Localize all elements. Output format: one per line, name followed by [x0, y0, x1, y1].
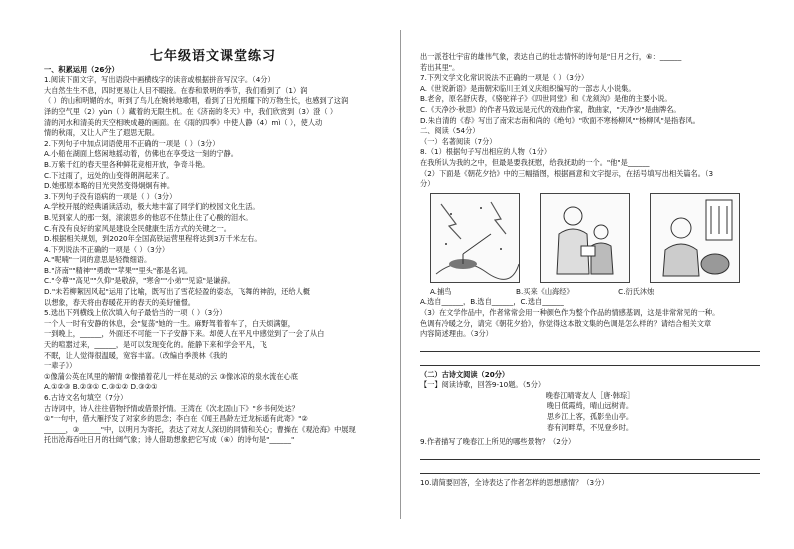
- text-line: C."令尊""高见""久仰"是敬辞，"寒舍""小弟""见谅"是谦辞。: [44, 276, 235, 286]
- text-line: 二、阅读（54分）: [420, 126, 480, 136]
- answer-line[interactable]: [420, 450, 760, 460]
- text-line: A.①②③ B.②③① C.③①② D.③②①: [44, 382, 158, 392]
- text-line: ①"一句中，借大雁抒发了对家乡的思念；李白在《闻王昌龄左迁龙标遥有此寄》"②: [44, 414, 308, 424]
- text-line: （一）名著阅读（7分）: [420, 136, 497, 146]
- text-line: 古诗词中，诗人往往借物抒情或借景抒情。王湾在《次北固山下》"乡书何处达？: [44, 403, 299, 413]
- text-line: 3.下列句子没有语病的一项是（ ）（3分）: [44, 191, 177, 201]
- poetry-instruction: 【一】阅读诗歌，回答9-10题。（5分）: [420, 380, 546, 390]
- illustration-b: [540, 193, 630, 283]
- text-line: 不眠，让人觉得很温暖，宽容丰富。（改编自季羡林《我的: [44, 350, 228, 360]
- answer-line[interactable]: [420, 464, 760, 474]
- text-line: 2.下列句子中加点词语使用不正确的一项是（ ）（3分）: [44, 138, 220, 148]
- poem-line-1: 晚日低霞绮，晴山远树青。: [546, 401, 634, 411]
- answer-line[interactable]: [420, 342, 760, 352]
- text-line: 4.下列说法不正确的一项是（ ）（3分）: [44, 244, 170, 254]
- right-after: [420, 297, 760, 339]
- text-line: 色调有冷暖之分，请完《朝花夕拾》，你觉得这本散文集的色调是怎么样的？请结合相关文章: [420, 318, 712, 328]
- text-line: ______，③______"中，以明月为寄托，表达了对友人深切的同情和关心；曹操在《观沧海》中展现: [44, 424, 356, 434]
- caption-b: B.买来《山海经》: [516, 286, 574, 296]
- text-line: 泽的空气里（2）yùn（ ）藏着的无限生机。在《济南的冬天》中，我们欣赏到（3）澄（ ）: [44, 106, 338, 116]
- text-line: 在我所认为我的之中，但最是要我抚慰，给我抚助的一个。"他"是______: [420, 157, 650, 167]
- text-line: A."呢喃"一词的意思是轻微细语。: [44, 255, 152, 265]
- text-line: ①像蒲公英在风里的解情 ②像描着花儿一样在晃动的云 ③像冰凉的泉水流在心底: [44, 371, 298, 381]
- text-line: 5.选出下列横线上依次填入句子最恰当的一项（ ）（3分）: [44, 308, 227, 318]
- text-line: A.小船在湖面上悠闲地摇动着，仿佛也在享受这一刻的宁静。: [44, 149, 238, 159]
- question-9: 9.作者描写了晚春江上所见的哪些景物？（2分）: [420, 437, 576, 447]
- right-column: [420, 0, 760, 549]
- text-line: 1.阅读下面文字，写出语段中画横线字的读音或根据拼音写汉字。（4分）: [44, 75, 275, 85]
- text-line: 8.（1）根据句子写出相应的人物（1分）: [420, 147, 552, 157]
- text-line: （ ）的山和明媚的水，听到了鸟儿在婉转地歌唱，看到了日光照耀下的万物生长，也感到了这润: [44, 96, 349, 106]
- illustration-c: [650, 193, 740, 283]
- section-poetry: （二）古诗文阅读（20分）: [420, 369, 510, 379]
- text-line: 以想象，春天将由春暖花开的春天的美好憧憬。: [44, 297, 195, 307]
- captions: [420, 287, 760, 298]
- left-column: [44, 0, 382, 549]
- text-line: A.《世说新语》是南朝宋临川王刘义庆组织编写的一部志人小说集。: [420, 83, 636, 93]
- text-line: D.她那原本略的目光突然变得炯炯有神。: [44, 181, 175, 191]
- text-line: 天的喧嚣过来，______，是可以发现变化的。能静下来和学会平凡，飞: [44, 340, 267, 350]
- text-line: 若出其里"。: [420, 62, 460, 72]
- text-line: 托出沧海吞吐日月的壮阔气象；诗人借助想象把它写成（⑥）的诗句是"______": [44, 435, 295, 445]
- text-line: A.选自______，B.选自______，C.选自______: [420, 297, 564, 307]
- caption-c: C.衍氏沐烛: [618, 286, 655, 296]
- text-line: 清的河水和清美的天空相映成趣的画面。在《雨的四季》中使人静（4）mì（ ），使人动: [44, 117, 323, 127]
- text-line: B."济南""精神""勇敢""苹果""里头"都是名词。: [44, 265, 193, 275]
- text-line: 情的秋雨，又让人产生了遐思无限。: [44, 128, 160, 138]
- text-line: C.下过雨了，远处的山变得朗润起来了。: [44, 170, 174, 180]
- text-line: B.万紫千红的春天里各种鲜花竞相开放，争奇斗艳。: [44, 159, 210, 169]
- answer-line[interactable]: [420, 356, 760, 366]
- text-line: D.根据相关规划，到2020年全国高铁运营里程将达到3万千米左右。: [44, 234, 262, 244]
- text-line: D."未若柳絮因风起"运用了比喻，既写出了雪花轻盈的姿态，飞舞的神韵，还给人概: [44, 287, 310, 297]
- text-line: C.《天净沙·秋思》的作者马致远是元代的戏曲作家，散曲家，"天净沙"是曲牌名。: [420, 104, 681, 114]
- illustration-row: [430, 193, 760, 285]
- text-line: 一到晚上，______，外面还不可能一下子安静下来。却使人在平凡中感觉到了一会了从白: [44, 329, 325, 339]
- text-line: 分）: [420, 179, 435, 189]
- text-line: D.朱自清的《春》写出了南宋志南和尚的《绝句》"吹面不寒杨柳风""杨柳风"是指春风。: [420, 115, 700, 125]
- text-line: 一个人一时有安静的休息，会"复荡"她的一生。麻野驾着着车了，白天烦满躯，: [44, 318, 295, 328]
- text-line: A.学校开展的经典诵读活动，极大地丰富了同学们的校园文化生活。: [44, 202, 260, 212]
- column-divider: [400, 30, 401, 519]
- left-lines: [44, 75, 382, 446]
- text-line: C.有没有良好的家风是建设全民健康生活方式的关键之一。: [44, 223, 231, 233]
- poem-line-2: 思乡江上客，孤影坐山亭。: [546, 412, 634, 422]
- illustration-a: [430, 193, 520, 283]
- poem-title: 晚春江晴寄友人［唐·韩琮］: [545, 390, 635, 400]
- text-line: 7.下列文学文化常识说法不正确的一项是（ ）（3分）: [420, 73, 589, 83]
- text-line: B.见到家人的那一刻，滚滚思乡的他忍不住禁止住了心酸的泪水。: [44, 212, 253, 222]
- right-lines: [420, 52, 760, 190]
- text-line: （3）在文学作品中，作者常常会用一种颜色作为整个作品的情感基调，这是非常常见的一种。: [420, 307, 720, 317]
- text-line: B.老舍，原名舒庆春，《骆驼祥子》《四世同堂》和《龙须沟》是他的主要小说。: [420, 94, 672, 104]
- poem-line-3: 春有河畔草，不见登乡时。: [546, 422, 634, 432]
- text-line: 出一派苍壮宇宙的雄伟气象，表达自己的壮志情怀的诗句是"日月之行，⑥：______: [420, 52, 682, 61]
- section-heading: 一、积累运用（26分）: [44, 64, 119, 74]
- text-line: 6.古诗文名句填空（7分）: [44, 393, 128, 402]
- page-title: 七年级语文课堂练习: [149, 49, 276, 64]
- text-line: 大自然生生不息，四时更易让人目不暇接。在春和景明的季节，我们看到了（1）润: [44, 85, 308, 95]
- caption-a: A.捕鸟: [430, 286, 452, 296]
- text-line: 一辈子》）: [44, 361, 77, 371]
- text-line: 内容简述理由。（3分）: [420, 329, 493, 339]
- question-10: 10.请简要回答，全诗表达了作者怎样的思想感情？（3分）: [420, 477, 609, 487]
- text-line: （2）下面是《朝花夕拾》中的三幅插图，根据画意和文字提示，在括号填写出相关篇名。（3: [420, 168, 714, 178]
